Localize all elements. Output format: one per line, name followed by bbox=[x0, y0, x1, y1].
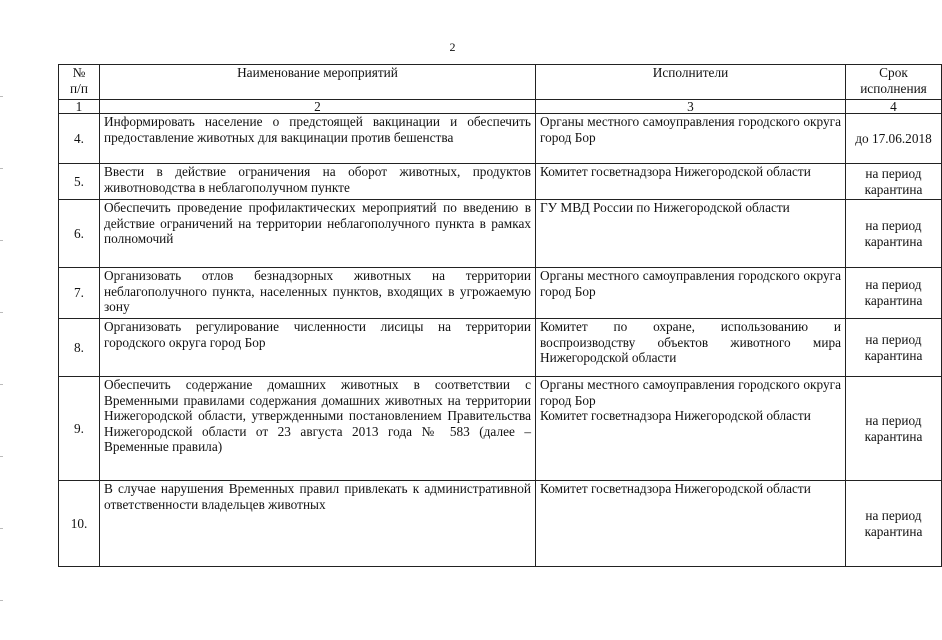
term-cell: на период карантина bbox=[846, 377, 942, 481]
row-number: 5. bbox=[59, 164, 100, 200]
action-cell: Организовать регулирование численности лисицы на территории городского округа город Бор bbox=[100, 319, 536, 377]
executor-cell: ГУ МВД России по Нижегородской области bbox=[536, 200, 846, 268]
action-cell: Организовать отлов безнадзорных животных на территории неблагополучного пункта, населенных пунктов, входящих в угрожаемую зону bbox=[100, 268, 536, 319]
row-number: 9. bbox=[59, 377, 100, 481]
executor-cell: Комитет по охране, использованию и воспроизводству объектов животного мира Нижегородской области bbox=[536, 319, 846, 377]
action-cell: Обеспечить проведение профилактических мероприятий по введению в действие ограничений на территории неблагополучного пункта в рамках полномочий bbox=[100, 200, 536, 268]
scan-mark bbox=[0, 600, 3, 601]
header-num: № п/п bbox=[59, 65, 100, 100]
table-row bbox=[59, 481, 942, 567]
term-cell: на период карантина bbox=[846, 268, 942, 319]
row-number: 7. bbox=[59, 268, 100, 319]
table-row bbox=[59, 319, 942, 377]
row-number: 10. bbox=[59, 481, 100, 567]
scan-mark bbox=[0, 168, 3, 169]
page-number: 2 bbox=[449, 40, 456, 54]
scan-mark bbox=[0, 528, 3, 529]
header-action: Наименование мероприятий bbox=[100, 65, 536, 100]
header-row bbox=[59, 65, 942, 100]
executor-cell: Комитет госветнадзора Нижегородской области bbox=[536, 164, 846, 200]
table-row bbox=[59, 377, 942, 481]
index-cell: 4 bbox=[846, 100, 942, 114]
index-cell: 1 bbox=[59, 100, 100, 114]
scan-mark bbox=[0, 240, 3, 241]
executor-cell: Органы местного самоуправления городского округа город Бор bbox=[536, 114, 846, 164]
executor-cell: Органы местного самоуправления городского округа город Бор bbox=[536, 268, 846, 319]
header-term: Срок исполнения bbox=[846, 65, 942, 100]
index-cell: 2 bbox=[100, 100, 536, 114]
index-cell: 3 bbox=[536, 100, 846, 114]
table-row bbox=[59, 200, 942, 268]
scan-mark bbox=[0, 384, 3, 385]
scan-mark bbox=[0, 456, 3, 457]
table-row bbox=[59, 268, 942, 319]
row-number: 4. bbox=[59, 114, 100, 164]
action-cell: Ввести в действие ограничения на оборот животных, продуктов животноводства в неблагополучном пункте bbox=[100, 164, 536, 200]
scan-mark bbox=[0, 312, 3, 313]
header-executor: Исполнители bbox=[536, 65, 846, 100]
term-cell: на период карантина bbox=[846, 200, 942, 268]
executor-cell: Органы местного самоуправления городского округа город Бор Комитет госветнадзора Нижегородской области bbox=[536, 377, 846, 481]
action-cell: Информировать население о предстоящей вакцинации и обеспечить предоставление животных для вакцинации против бешенства bbox=[100, 114, 536, 164]
executor-cell: Комитет госветнадзора Нижегородской области bbox=[536, 481, 846, 567]
row-number: 6. bbox=[59, 200, 100, 268]
table-row bbox=[59, 164, 942, 200]
action-cell: В случае нарушения Временных правил привлекать к административной ответственности владельцев животных bbox=[100, 481, 536, 567]
scan-mark bbox=[0, 96, 3, 97]
table-row bbox=[59, 114, 942, 164]
term-cell: на период карантина bbox=[846, 164, 942, 200]
index-row bbox=[59, 100, 942, 114]
term-cell: до 17.06.2018 bbox=[846, 114, 942, 164]
term-cell: на период карантина bbox=[846, 481, 942, 567]
measures-table bbox=[58, 64, 942, 567]
term-cell: на период карантина bbox=[846, 319, 942, 377]
action-cell: Обеспечить содержание домашних животных в соответствии с Временными правилами содержания домашних животных на территории Нижегородской области, утвержденными постановлением Правительства Нижегородской области от 23 августа 2013 года № 583 (далее – Временные правила) bbox=[100, 377, 536, 481]
row-number: 8. bbox=[59, 319, 100, 377]
